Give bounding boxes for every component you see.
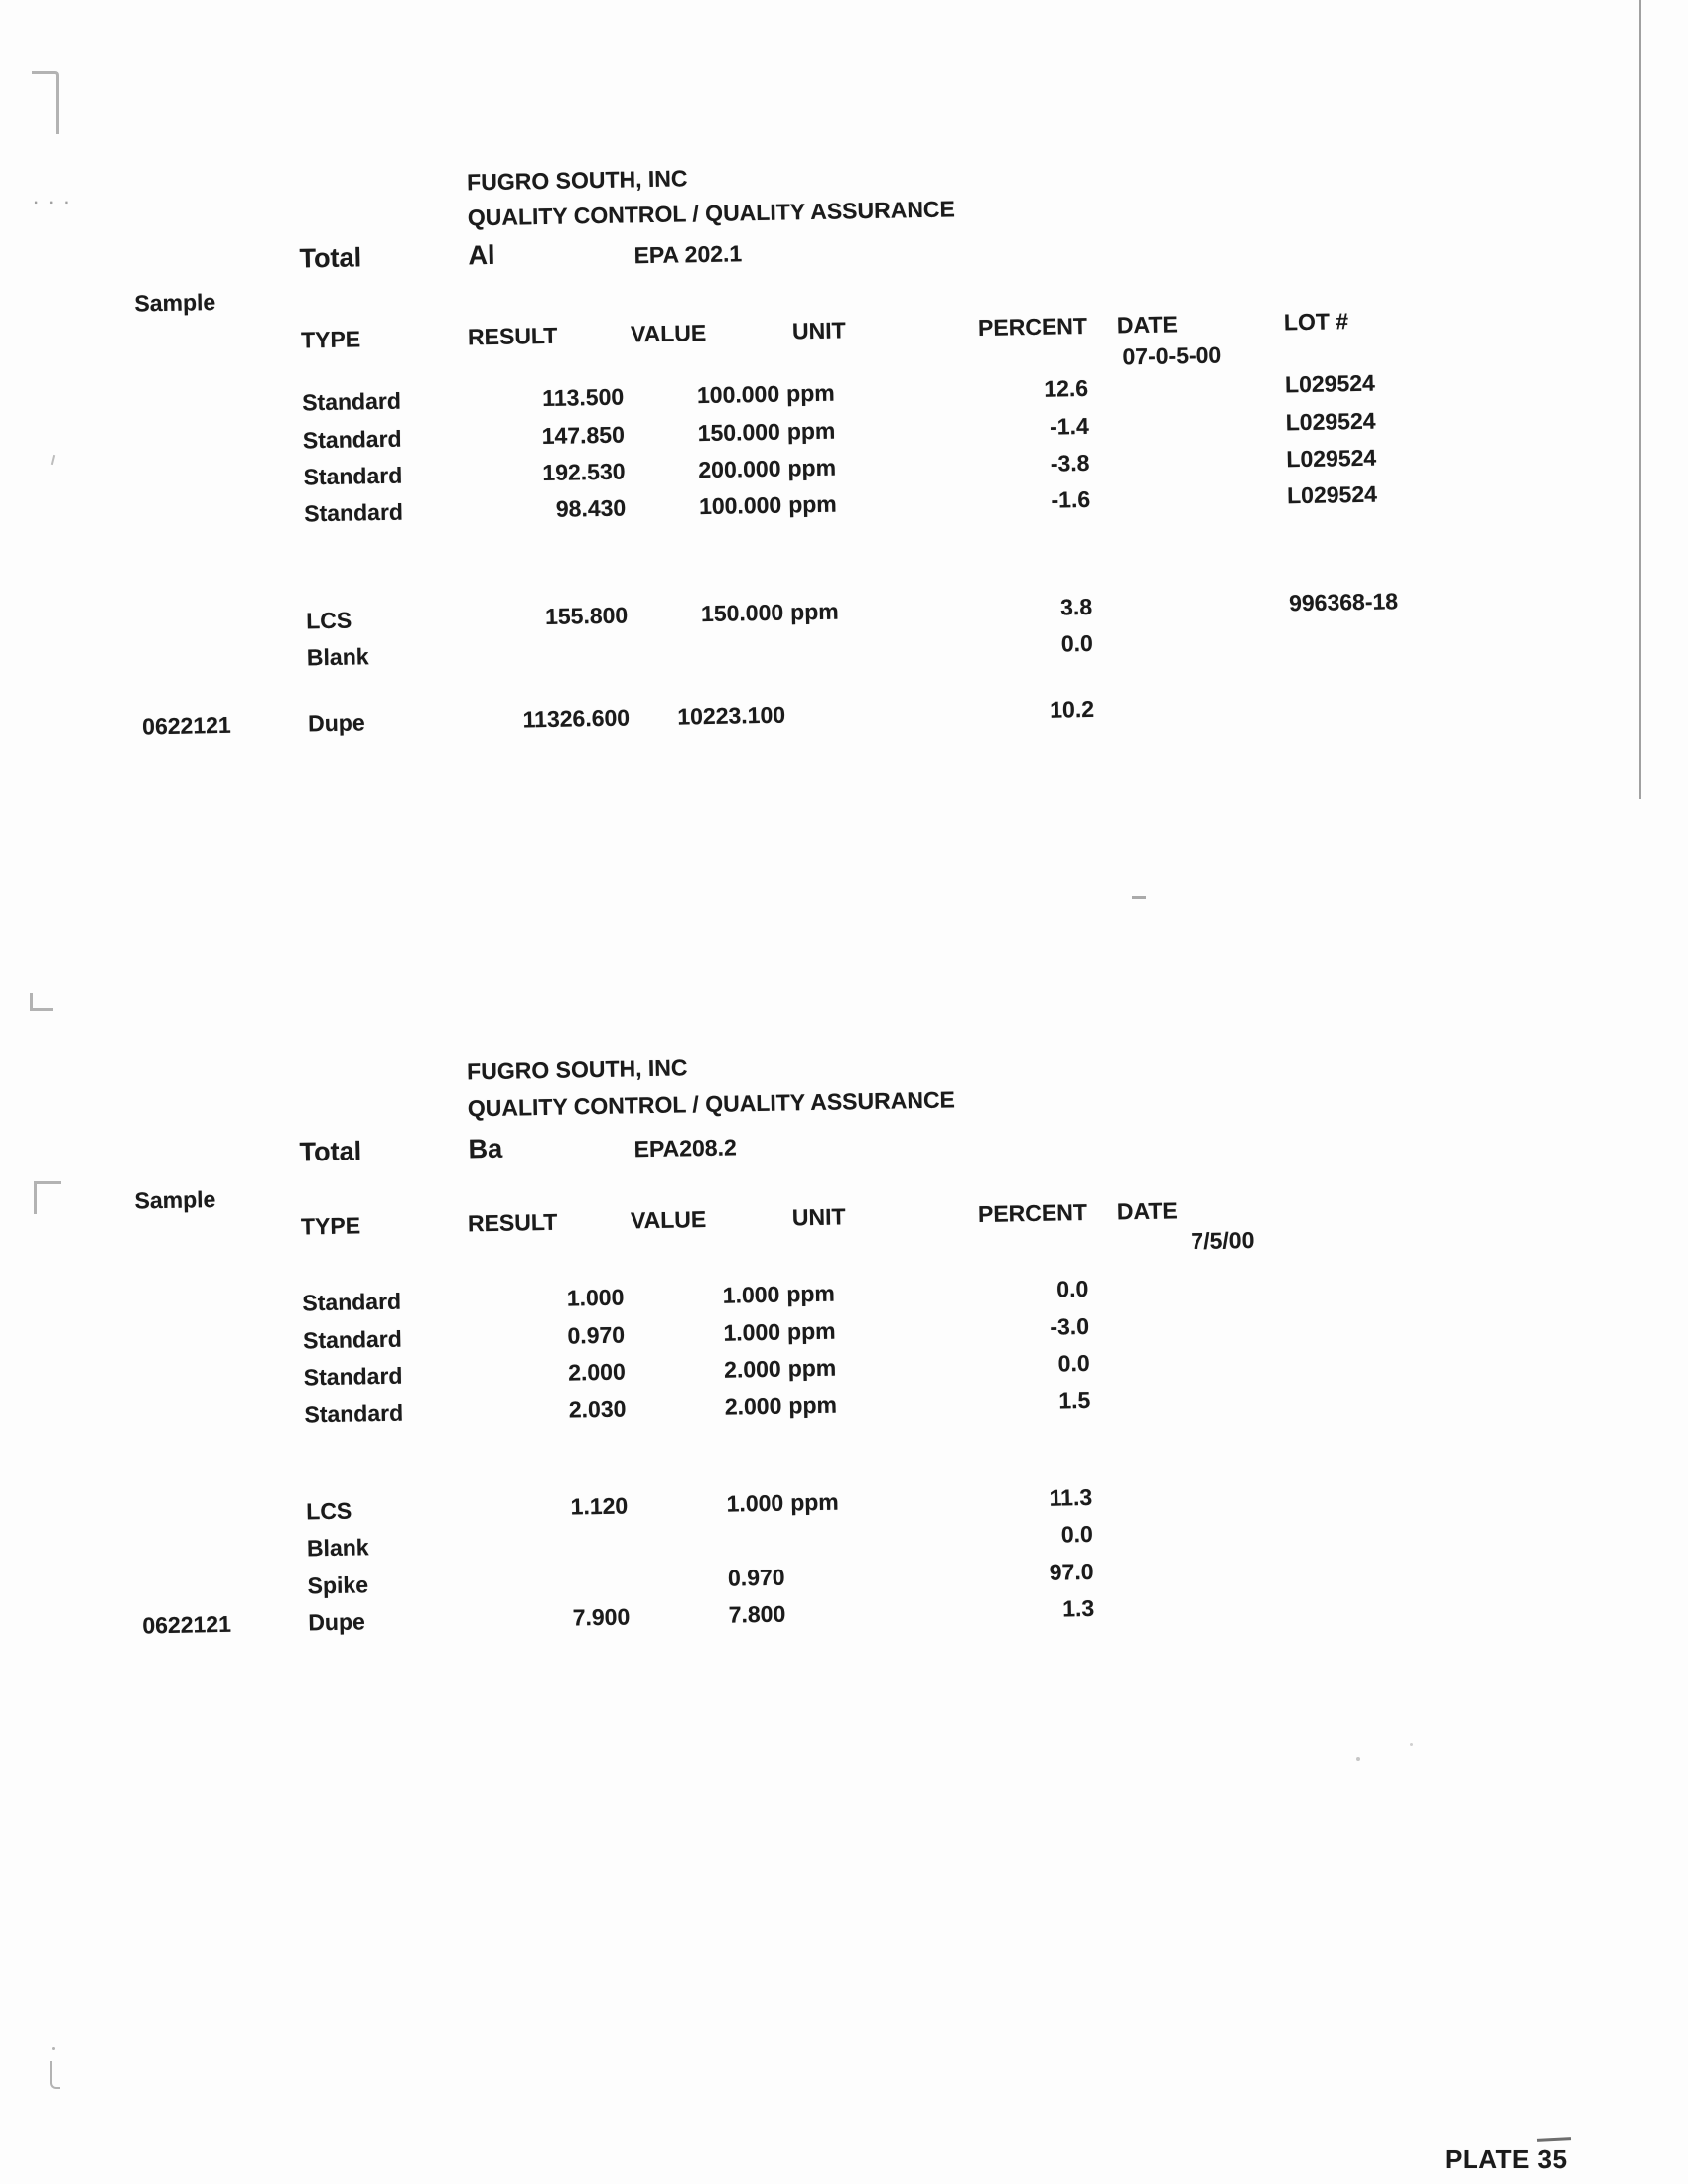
cell-type: Dupe bbox=[308, 1608, 366, 1636]
cell-value: 1.000 bbox=[723, 1318, 781, 1346]
cell-lot bbox=[1261, 689, 1489, 720]
cell-result: 192.530 bbox=[542, 458, 626, 486]
cell-percent: 0.0 bbox=[1056, 1275, 1089, 1302]
cell-value: 2.000 bbox=[723, 1355, 781, 1383]
column-header-percent: PERCENT bbox=[977, 312, 1088, 341]
cell-sample bbox=[137, 1327, 303, 1357]
cell-percent: -3.0 bbox=[1050, 1312, 1090, 1340]
cell-result bbox=[471, 1567, 629, 1596]
cell-type: Standard bbox=[303, 1362, 403, 1391]
cell-result: 1.000 bbox=[566, 1284, 625, 1311]
cell-sample bbox=[138, 500, 304, 530]
qc-table-ba bbox=[0, 1036, 1688, 1673]
cell-unit bbox=[784, 1563, 861, 1590]
cell-unit: ppm bbox=[789, 598, 839, 625]
cell-date bbox=[1093, 1556, 1260, 1585]
cell-percent: -1.6 bbox=[1051, 485, 1091, 513]
cell-result: 147.850 bbox=[541, 421, 626, 450]
cell-type: LCS bbox=[305, 607, 352, 634]
cell-date bbox=[1092, 591, 1259, 620]
cell-value: 150.000 bbox=[697, 418, 781, 447]
column-header-type: TYPE bbox=[300, 1212, 361, 1240]
column-header-row bbox=[135, 306, 1482, 357]
company-name: FUGRO SOUTH, INC bbox=[466, 165, 688, 196]
cell-type: Standard bbox=[302, 1325, 403, 1354]
cell-date bbox=[1092, 1481, 1259, 1511]
cell-date bbox=[1090, 483, 1257, 513]
cell-lot bbox=[1256, 1306, 1484, 1337]
cell-date bbox=[1090, 1384, 1257, 1414]
cell-lot bbox=[1261, 1588, 1489, 1619]
cell-value: 0.970 bbox=[727, 1564, 785, 1591]
column-header-type: TYPE bbox=[300, 326, 361, 353]
cell-type: LCS bbox=[306, 1497, 352, 1525]
cell-date bbox=[1089, 1347, 1256, 1377]
cell-lot bbox=[1257, 1380, 1485, 1411]
analyte-label: Al bbox=[468, 239, 495, 271]
cell-result: 2.000 bbox=[567, 1358, 626, 1386]
cell-value: 150.000 bbox=[700, 599, 784, 627]
column-header-row bbox=[135, 1192, 1482, 1244]
scan-mark bbox=[52, 2047, 55, 2050]
cell-date bbox=[1094, 693, 1261, 723]
scan-mark bbox=[1410, 1743, 1413, 1746]
cell-unit: ppm bbox=[785, 379, 835, 407]
cell-percent: 3.8 bbox=[1059, 593, 1093, 620]
cell-type: Standard bbox=[302, 1288, 402, 1316]
cell-type: Blank bbox=[306, 1534, 369, 1562]
cell-unit: ppm bbox=[787, 1354, 837, 1382]
cell-sample bbox=[140, 608, 306, 637]
cell-type: Standard bbox=[304, 1399, 404, 1428]
cell-value: 1.000 bbox=[726, 1489, 784, 1517]
method-label: EPA208.2 bbox=[633, 1134, 737, 1162]
cell-type: Blank bbox=[306, 643, 369, 671]
doc-subtitle: QUALITY CONTROL / QUALITY ASSURANCE bbox=[467, 1086, 956, 1122]
cell-value: 1.000 bbox=[722, 1281, 780, 1308]
header-sample-spacer bbox=[135, 1213, 301, 1243]
cell-value: 10223.100 bbox=[677, 701, 786, 730]
column-header-lot bbox=[1254, 1192, 1482, 1223]
cell-result: 0.970 bbox=[567, 1321, 626, 1349]
plate-label: PLATE 35 bbox=[1445, 2144, 1568, 2174]
scan-mark bbox=[30, 993, 53, 1011]
cell-value bbox=[629, 636, 784, 666]
cell-lot: 996368-18 bbox=[1288, 588, 1399, 616]
cell-result bbox=[471, 1529, 629, 1559]
cell-sample: 0622121 bbox=[141, 711, 231, 740]
analyte-label: Ba bbox=[468, 1133, 503, 1164]
sample-column-label: Sample bbox=[134, 289, 216, 317]
cell-date bbox=[1089, 447, 1256, 477]
table-row bbox=[142, 689, 1489, 741]
cell-type: Standard bbox=[304, 498, 404, 527]
cell-type: Standard bbox=[303, 462, 403, 490]
column-header-unit: UNIT bbox=[791, 1203, 846, 1231]
qc-table-al bbox=[0, 147, 1688, 773]
cell-unit bbox=[784, 634, 861, 662]
scan-mark: · · · bbox=[34, 195, 72, 211]
cell-unit bbox=[785, 700, 862, 728]
column-header-unit: UNIT bbox=[791, 317, 846, 344]
column-header-percent: PERCENT bbox=[977, 1198, 1088, 1227]
cell-result: 2.030 bbox=[568, 1395, 627, 1423]
cell-type: Standard bbox=[301, 387, 402, 416]
cell-value: 100.000 bbox=[698, 491, 782, 520]
column-header-result: RESULT bbox=[467, 322, 558, 350]
cell-date bbox=[1089, 410, 1256, 440]
column-header-date: DATE bbox=[1116, 1197, 1178, 1225]
cell-sample bbox=[140, 1498, 306, 1528]
cell-percent: 1.3 bbox=[1061, 1594, 1095, 1622]
cell-date bbox=[1094, 1592, 1261, 1622]
cell-percent: 10.2 bbox=[1049, 695, 1095, 723]
cell-lot bbox=[1259, 1477, 1487, 1508]
cell-unit bbox=[784, 1525, 861, 1553]
sample-column-label: Sample bbox=[134, 1186, 216, 1214]
cell-percent: 0.0 bbox=[1057, 1349, 1090, 1377]
cell-lot bbox=[1260, 1552, 1488, 1582]
cell-result: 1.120 bbox=[570, 1492, 629, 1520]
cell-result: 7.900 bbox=[572, 1603, 631, 1631]
cell-sample bbox=[138, 1364, 304, 1394]
cell-sample bbox=[136, 389, 302, 419]
cell-percent: 11.3 bbox=[1049, 1483, 1093, 1511]
cell-lot: L029524 bbox=[1286, 444, 1377, 473]
cell-sample bbox=[141, 1572, 307, 1602]
header-sample-spacer bbox=[135, 327, 301, 356]
date-value: 07-0-5-00 bbox=[1122, 341, 1222, 370]
cell-lot bbox=[1260, 623, 1488, 654]
cell-value: 100.000 bbox=[696, 380, 780, 409]
cell-lot: L029524 bbox=[1284, 369, 1376, 398]
cell-result: 155.800 bbox=[544, 602, 629, 630]
cell-sample bbox=[137, 427, 303, 457]
cell-lot bbox=[1255, 1269, 1483, 1299]
scan-mark bbox=[50, 2061, 60, 2089]
cell-lot: L029524 bbox=[1286, 480, 1378, 509]
cell-lot bbox=[1256, 1343, 1484, 1374]
cell-percent: 12.6 bbox=[1044, 374, 1089, 402]
cell-unit: ppm bbox=[789, 1488, 839, 1516]
column-header-result: RESULT bbox=[467, 1208, 558, 1237]
cell-result: 98.430 bbox=[555, 494, 627, 522]
column-header-date: DATE bbox=[1116, 311, 1179, 339]
cell-sample bbox=[141, 644, 307, 674]
column-header-value: VALUE bbox=[630, 319, 707, 347]
cell-date bbox=[1093, 1518, 1260, 1548]
cell-unit: ppm bbox=[786, 1280, 836, 1307]
cell-unit: ppm bbox=[787, 490, 837, 518]
cell-value bbox=[629, 1527, 784, 1557]
cell-type: Dupe bbox=[307, 709, 365, 737]
cell-percent: 0.0 bbox=[1060, 629, 1094, 657]
cell-unit: ppm bbox=[787, 454, 837, 481]
cell-result: 113.500 bbox=[542, 383, 625, 412]
cell-sample bbox=[141, 1535, 307, 1565]
cell-unit: ppm bbox=[788, 1391, 838, 1419]
cell-unit: ppm bbox=[786, 417, 836, 445]
cell-type: Spike bbox=[307, 1571, 369, 1599]
scan-mark bbox=[32, 71, 59, 134]
method-label: EPA 202.1 bbox=[633, 240, 743, 269]
cell-type: Standard bbox=[302, 425, 402, 454]
date-value: 7/5/00 bbox=[1191, 1226, 1255, 1255]
cell-percent: -1.4 bbox=[1049, 412, 1090, 440]
cell-unit bbox=[785, 1599, 862, 1627]
cell-lot: L029524 bbox=[1285, 407, 1376, 436]
scan-mark bbox=[1132, 896, 1146, 899]
company-name: FUGRO SOUTH, INC bbox=[466, 1054, 688, 1085]
cell-result: 11326.600 bbox=[522, 704, 631, 733]
column-header-value: VALUE bbox=[630, 1205, 707, 1234]
cell-date bbox=[1093, 627, 1260, 657]
cell-date bbox=[1088, 1273, 1255, 1302]
cell-sample: 0622121 bbox=[142, 1610, 232, 1639]
cell-value: 7.800 bbox=[728, 1600, 786, 1628]
total-label: Total bbox=[299, 1136, 362, 1167]
column-header-lot: LOT # bbox=[1283, 308, 1349, 336]
cell-date bbox=[1089, 1310, 1256, 1340]
cell-value: 2.000 bbox=[724, 1392, 782, 1420]
cell-sample bbox=[137, 464, 303, 493]
cell-sample bbox=[136, 1290, 302, 1319]
scan-mark bbox=[1356, 1757, 1360, 1761]
cell-date bbox=[1088, 372, 1255, 402]
cell-percent: 1.5 bbox=[1058, 1386, 1091, 1414]
cell-percent: -3.8 bbox=[1050, 449, 1090, 477]
cell-sample bbox=[138, 1401, 304, 1431]
cell-unit: ppm bbox=[786, 1317, 836, 1345]
cell-result bbox=[471, 638, 629, 668]
cell-value: 200.000 bbox=[698, 455, 781, 483]
cell-percent: 97.0 bbox=[1049, 1558, 1094, 1585]
doc-subtitle: QUALITY CONTROL / QUALITY ASSURANCE bbox=[467, 196, 956, 231]
scan-mark bbox=[1537, 2137, 1571, 2142]
total-label: Total bbox=[299, 242, 362, 274]
cell-percent: 0.0 bbox=[1060, 1520, 1094, 1548]
cell-lot bbox=[1260, 1514, 1488, 1545]
